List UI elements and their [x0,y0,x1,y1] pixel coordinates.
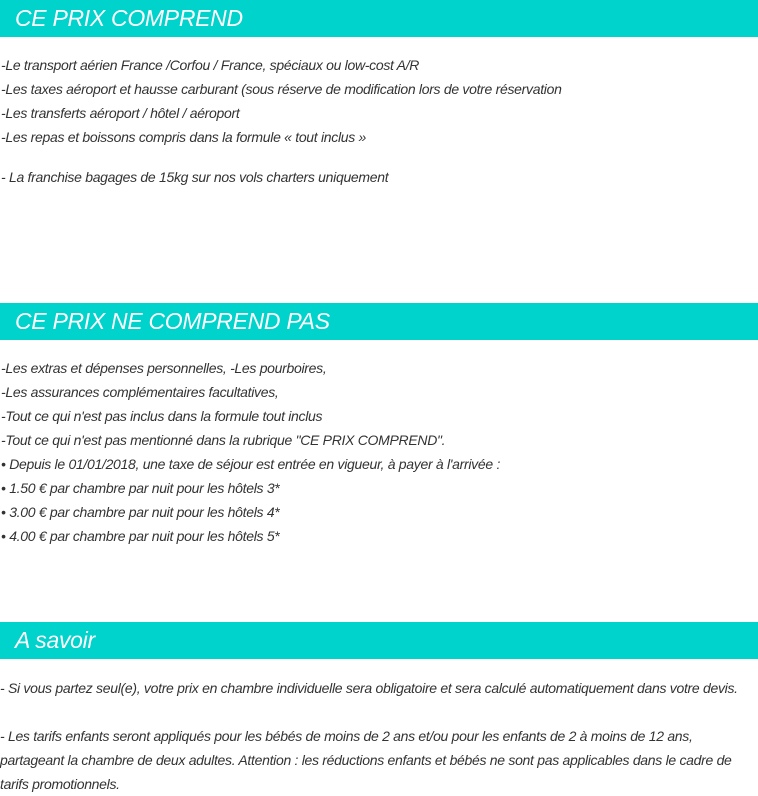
included-item: -Les repas et boissons compris dans la formule « tout inclus » [1,129,367,145]
included-item: -Le transport aérien France /Corfou / France, spéciaux ou low-cost A/R [1,57,420,73]
included-item: -Les taxes aéroport et hausse carburant (sous réserve de modification lors de votre réservation [1,81,562,97]
section-header-not-included: CE PRIX NE COMPREND PAS [0,303,758,340]
section-header-a-savoir: A savoir [0,622,758,659]
section-header-included: CE PRIX COMPREND [0,0,758,37]
included-item: - La franchise bagages de 15kg sur nos vols charters uniquement [1,169,389,185]
excluded-item: -Tout ce qui n'est pas inclus dans la formule tout inclus [1,408,323,424]
included-item: -Les transferts aéroport / hôtel / aéroport [1,105,240,121]
excluded-item: -Les assurances complémentaires facultatives, [1,384,279,400]
excluded-item: • 3.00 € par chambre par nuit pour les hôtels 4* [1,504,280,520]
excluded-item: • 1.50 € par chambre par nuit pour les hôtels 3* [1,480,280,496]
info-paragraph: - Les tarifs enfants seront appliqués pour les bébés de moins de 2 ans et/ou pour les enfants de 2 à moins de 12 ans, partageant la chambre de deux adultes. Attention : les réductions enfants et bébés ne sont pas applicables dans le cadre de tarifs promotionnels. [0,728,732,792]
info-paragraph: - Si vous partez seul(e), votre prix en chambre individuelle sera obligatoire et sera calculé automatiquement dans votre devis. [0,680,738,696]
excluded-item: -Tout ce qui n'est pas mentionné dans la rubrique "CE PRIX COMPREND". [1,432,446,448]
excluded-item: -Les extras et dépenses personnelles, -Les pourboires, [1,360,327,376]
excluded-item: • Depuis le 01/01/2018, une taxe de séjour est entrée en vigueur, à payer à l'arrivée : [1,456,501,472]
excluded-item: • 4.00 € par chambre par nuit pour les hôtels 5* [1,528,280,544]
